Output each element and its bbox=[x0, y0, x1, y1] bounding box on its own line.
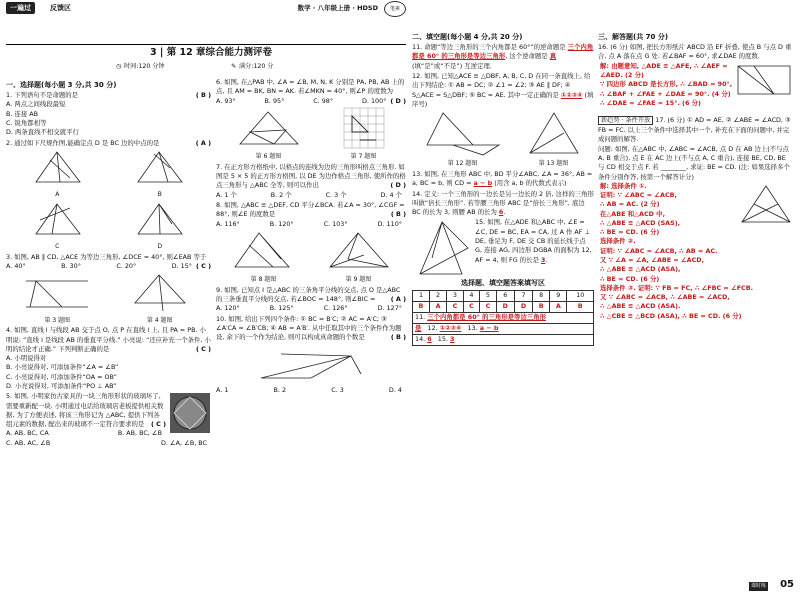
clock-icon: ◷ bbox=[116, 63, 122, 70]
answer-sheet-title: 选择题、填空题答案填写区 bbox=[461, 279, 545, 288]
answer-14: 6 bbox=[498, 208, 504, 217]
answer-sheet bbox=[412, 290, 594, 346]
column-4 bbox=[598, 30, 794, 322]
answer-sheet-row-12: 是 12. ①②③④ 13. a − b bbox=[413, 323, 594, 334]
question-3: 3. 如图, AB ∥ CD, △ACE 为等边三角形, ∠DCE = 40°, 则∠EAB 等于 ( C ) A. 40° B. 30° C. 20° D. 15° 第 3 题图 第 4 题图 bbox=[6, 252, 211, 324]
q9-figure bbox=[324, 229, 394, 273]
question-12: 12. 如图, 已知△ACE ≌ △DBF, A, B, C, D 在同一条直线上, 给出下列结论: ① AB = DC; ② ∠1 = ∠2; ③ AE ∥ DF; ④ S△ACE = S△DBF; ⑤ BC = AE. 其中一定正确的是 ①②③④ (填序号) 第 12 题图 第 13 题图 bbox=[412, 71, 594, 168]
q2-figure-b bbox=[132, 148, 187, 188]
subject-label: 数学 · 八年级上册 · HDSD bbox=[297, 4, 378, 12]
question-1: 1. 下列语句不是命题的是 ( B ) A. 两点之间线段最短 B. 连接 AB C. 锐角都相等 D. 两条直线不相交就平行 bbox=[6, 91, 211, 137]
question-9: 9. 如图, 已知点 I 是△ABC 的三条角平分线的交点, 点 O 是△ABC 的三条垂直平分线的交点, 若∠BOC = 148°, 则∠BIC = ( A ) A. 120° B. 125° C. 126° D. 127° bbox=[216, 285, 406, 313]
page-badge: 课时练 bbox=[749, 582, 768, 591]
test-number: 3 bbox=[150, 47, 157, 58]
answer-11: 三个内角都是 60° 的三角形是等边三角形 bbox=[412, 43, 594, 61]
answer-7: ( D ) bbox=[390, 181, 406, 190]
answer-12: ①②③④ bbox=[560, 90, 583, 99]
section-fill: 二、填空题(每小题 4 分,共 20 分) bbox=[412, 33, 523, 41]
q2-figure-d bbox=[132, 200, 187, 240]
q7-grid-figure bbox=[339, 106, 389, 150]
page-header bbox=[6, 2, 406, 16]
q5-glass-figure bbox=[169, 392, 211, 434]
q8-figure bbox=[229, 229, 299, 273]
answer-2: ( A ) bbox=[195, 138, 211, 147]
page-number: 05 bbox=[780, 578, 794, 590]
answer-sheet-header-row: 1 2 3 4 5 6 7 8 9 10 bbox=[413, 290, 594, 301]
question-5: 5. 如图, 小明家仿古家具的一块三角形形状的玻璃坏了, 需要重新配一块. 小明通过电话给玻璃店老板提供相关数据, 为了方便表述, 将该三角形记为 △ABC, 提供下列各组元素的数据, 配出来的玻璃不一定符合要求的是 ( C ) A. AB, BC, CA B. AB, BC, ∠B C. AB, AC, ∠B D. ∠A, ∠B, BC bbox=[6, 392, 211, 448]
column-2 bbox=[216, 78, 406, 397]
q12-figure bbox=[423, 109, 503, 157]
answer-4: ( C ) bbox=[195, 344, 211, 353]
page-title: 3 | 第 12 章综合能力测评卷 bbox=[150, 47, 273, 58]
section-solve: 三、解答题(共 70 分) bbox=[598, 33, 669, 41]
q2-figures: A B bbox=[6, 148, 211, 200]
question-7: 7. 在正方形方格纸中, 以格点的连线为边的三角形叫格点三角形. 如图是 5 × 5 的正方形方格图, 以 DE 为边作格点三角形, 使所作的格点三角形与 △ABC 全等, 则可以作出 ( D ) A. 1 个 B. 2 个 C. 3 个 D. 4 个 bbox=[216, 162, 406, 199]
answer-13: a − b bbox=[473, 179, 493, 188]
answer-3: ( C ) bbox=[195, 262, 211, 271]
full-score: 满分:120 分 bbox=[239, 63, 274, 70]
column-3 bbox=[412, 30, 594, 346]
q2-figure-a bbox=[30, 148, 85, 188]
q16-figure bbox=[734, 62, 794, 98]
question-8: 8. 如图, △ABC ≌ △DEF, CD 平分∠BCA. 若∠A = 30°, ∠CGF = 88°, 则∠E 的度数是 ( B ) A. 116° B. 120° C. 103° D. 110° 第 8 题图 第 9 题图 bbox=[216, 200, 406, 284]
question-10: 10. 如图, 给出下列四个条件: ① BC = B′C; ② AC = A′C; ③ ∠A′CA = ∠B′CB; ④ AB = A′B′. 从中任取其中的三个条件作为题设, 余下的一个作为结论, 则可以构成真命题的个数是 ( B ) A. 1 B. 2 C. 3 D. 4 bbox=[216, 314, 406, 395]
q2-figure-c bbox=[30, 200, 85, 240]
answer-sheet-value-row: B A C C C D D B A B bbox=[413, 301, 594, 312]
q3-figure bbox=[22, 271, 92, 313]
answer-11b: 真 bbox=[549, 52, 557, 61]
column-1 bbox=[6, 78, 211, 449]
question-6: 6. 如图, 在△PAB 中, ∠A = ∠B, M, N, K 分别是 PA, PB, AB 上的点, 且 AM = BK, BN = AK. 若∠MKN = 40°, 则∠P 的度数为 ( D ) A. 93° B. 95° C. 98° D. 100° 第 6 题图 第 7 题图 bbox=[216, 78, 406, 161]
brand-subtitle: 反馈区 bbox=[50, 4, 71, 12]
question-11: 11. 命题“等边三角形的三个内角都是 60°”的逆命题是 三个内角都是 60° 的三角形是等边三角形, 这个逆命题是 真(填“是”或“不是”) 互逆定理. bbox=[412, 43, 594, 70]
answer-6: ( D ) bbox=[390, 96, 406, 105]
q4-figure bbox=[125, 271, 195, 313]
question-2: 2. 通过如下尺规作图,能确定点 D 是 BC 边的中点的是 ( A ) A B C D bbox=[6, 138, 211, 251]
question-13: 13. 如图, 在三角形 ABC 中, BD 平分∠ABC, ∠A = 36°, AB = a, BC = b, 则 CD = a − b (用含 a, b 的代数式表示) bbox=[412, 170, 593, 188]
answer-10: ( B ) bbox=[390, 333, 406, 342]
question-14: 14. 定义: 一个三角形的一边长是另一边长的 2 倍, 这样的三角形叫做“倍长三角形”. 若等腰三角形 ABC 是“倍长三角形”, 底边 BC 的长为 3, 则腰 AB 的长为 6. bbox=[412, 189, 594, 217]
brand-logo: 一遍过 bbox=[6, 2, 35, 14]
mascot-icon: 笔素 bbox=[384, 1, 406, 17]
question-15: 15. 如图, 在△ADE 和△ABC 中, ∠E = ∠C, DE = BC, EA = CA, 过 A 作 AF ⊥ DE, 垂足为 F, DE 交 CB 的延长线于点 G, 连接 AG, 四边形 DGBA 的面积为 12, AF = 4, 则 FG 的长是 3. bbox=[412, 218, 594, 264]
answer-15: 3 bbox=[540, 255, 546, 264]
question-17: 新趋势 · 条件开放 17. (6 分) ① AD = AE, ② ∠ABE = ∠ACD, ③ FB = FC. 以上三个条件中选择其中一个, 补充在下面的问题中, 并完成问题的解答. 问题: 如图, 在△ABC 中, ∠ABC = ∠ACB, 点 D 在 AB 边上(不与点 A, B 重合), 点 E 在 AC 边上(不与点 A, C 重合), 连接 BE, CD, BE 与 CD 相交于点 F. 若 ________, 求证: BE = CD. (注: 如果选择多个条件分别作答, 按第一个解答计分) 解: 选择条件 ①. 证明: ∵ ∠ABC = ∠ACB, ∴ AB = AC. (2 分) 在△ABE 和△ACD 中, ∴ △ABE ≌ △ACD (SAS), ∴ BE = CD. (6 分) 选择条件 ②. 证明: ∵ ∠ABC = ∠ACB, ∴ AB = AC. 又 ∵ ∠A = ∠A, ∠ABE = ∠ACD, ∴ △ABE ≌ △ACD (ASA), ∴ BE = CD. (6 分) 选择条件 ③. 证明: ∵ FB = FC, ∴ ∠FBC = ∠FCB. 又 ∵ ∠ABC = ∠ACB, ∴ ∠ABE = ∠ACD, ∴ △ABE ≌ △ACD (ASA). ∴ △CBE ≌ △BCD (ASA), ∴ BE = CD. (6 分) bbox=[598, 116, 794, 321]
q13-figure bbox=[524, 109, 584, 157]
question-16: 16. (6 分) 如图, 把长方形纸片 ABCD 沿 EF 折叠, 使点 B 与点 D 重合, 点 A 落在点 G 处. 若∠BAF = 60°, 求∠DAE 的度数. 解: 由题意知, △ADE ≌ △AFE, ∴ ∠AEF = ∠AED. (2 分) ∵ 四边形 ABCD 是长方形, ∴ ∠BAD = 90°, ∴ ∠BAF + ∠FAE + ∠DAE = 90°. (4 分) ∴ ∠DAE = ∠FAE = 15°. (6 分) bbox=[598, 43, 794, 108]
test-title: 第 12 章综合能力测评卷 bbox=[166, 47, 273, 58]
section-choice: 一、选择题(每小题 3 分,共 30 分) bbox=[6, 81, 117, 89]
q6-figure bbox=[234, 108, 304, 150]
answer-5: ( C ) bbox=[150, 420, 166, 429]
q17-figure bbox=[738, 182, 794, 226]
time-limit: 时间:120 分钟 bbox=[124, 63, 165, 70]
answer-1: ( B ) bbox=[195, 91, 211, 100]
q15-figure bbox=[412, 218, 472, 278]
answer-sheet-row-14: 14. 6 15. 3 bbox=[413, 334, 594, 345]
pen-icon: ✎ bbox=[231, 63, 237, 70]
question-4: 4. 如图, 直线 l 与线段 AB 交于点 O, 点 P 在直线 l 上, 且 PA = PB. 小明说: “直线 l 是线段 AB 的垂直平分线.” 小亮说: “还应补充一个条件, 小明的结论才正确.” 下列判断正确的是 ( C ) A. 小明说得对 B. 小亮说得对, 可添加条件“∠A = ∠B” C. 小亮说得对, 可添加条件“OA = OB” D. 小亮说得对, 可添加条件“PO ⊥ AB” bbox=[6, 326, 211, 390]
q10-figure bbox=[251, 344, 371, 384]
answer-9: ( A ) bbox=[390, 295, 406, 304]
question-tag: 新趋势 · 条件开放 bbox=[598, 116, 653, 125]
answer-sheet-row-11: 11. 三个内角都是 60° 的三角形是等边三角形 bbox=[413, 312, 594, 323]
answer-8: ( B ) bbox=[390, 210, 406, 219]
title-divider bbox=[6, 44, 406, 45]
